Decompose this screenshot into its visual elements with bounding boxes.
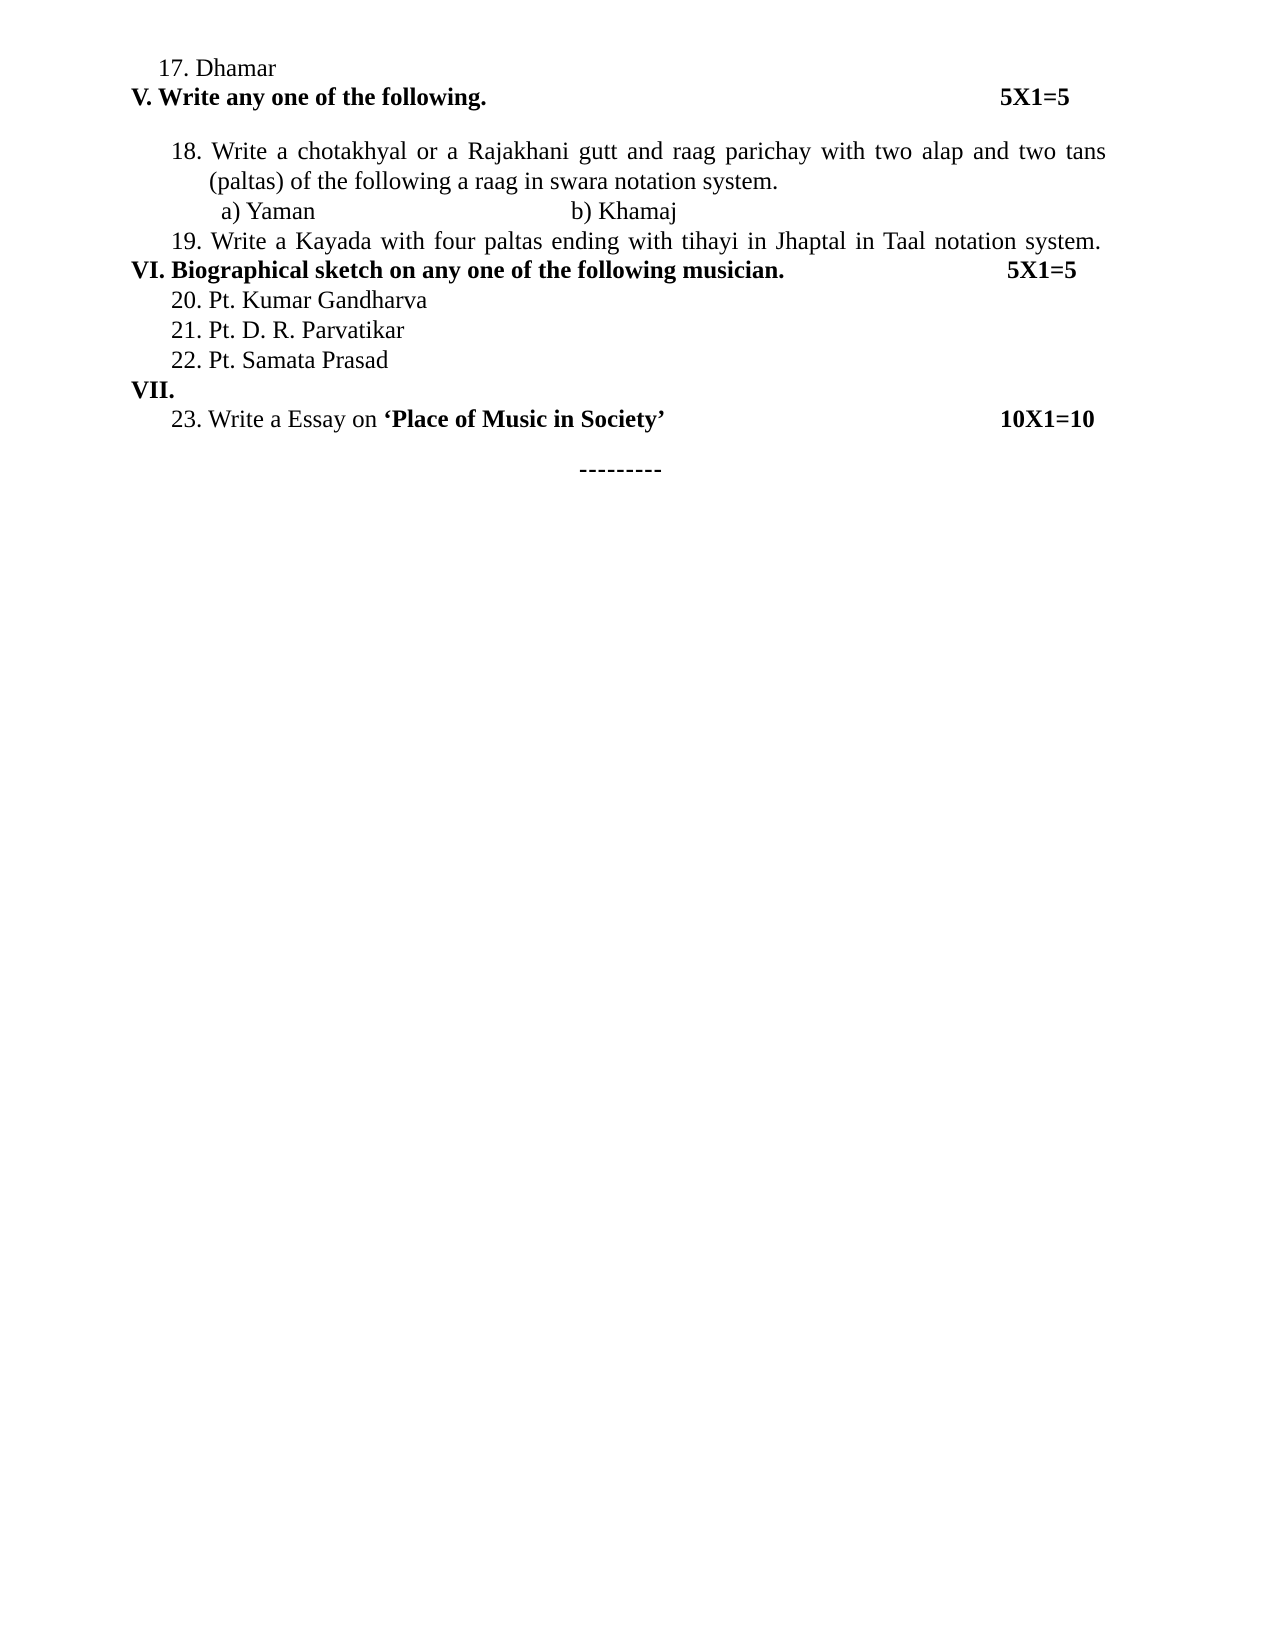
question-23-topic: ‘Place of Music in Society’ <box>383 406 666 433</box>
section-vi-marks: 5X1=5 <box>1007 257 1077 284</box>
end-separator: --------- <box>579 456 663 483</box>
question-18-option-b: b) Khamaj <box>571 198 678 225</box>
section-v-marks: 5X1=5 <box>1000 84 1070 111</box>
section-vii-heading: VII. <box>131 377 175 404</box>
question-18-line-1: 18. Write a chotakhyal or a Rajakhani gutt and raag parichay with two alap and two tans <box>171 138 1106 165</box>
question-20: 20. Pt. Kumar Gandharva <box>171 287 428 314</box>
question-18-option-a: a) Yaman <box>221 198 316 225</box>
question-19: 19. Write a Kayada with four paltas ending with tihayi in Jhaptal in Taal notation system. <box>171 228 1101 255</box>
question-23-text: 23. Write a Essay on <box>171 406 384 433</box>
question-21: 21. Pt. D. R. Parvatikar <box>171 317 405 344</box>
question-23 <box>171 405 665 435</box>
section-vi-heading: VI. Biographical sketch on any one of the following musician. <box>131 257 785 284</box>
question-17: 17. Dhamar <box>158 55 277 82</box>
question-18-line-2: (paltas) of the following a raag in swara notation system. <box>209 168 779 195</box>
section-v-heading: V. Write any one of the following. <box>131 84 487 111</box>
question-22: 22. Pt. Samata Prasad <box>171 347 389 374</box>
section-vii-marks: 10X1=10 <box>1000 406 1095 433</box>
